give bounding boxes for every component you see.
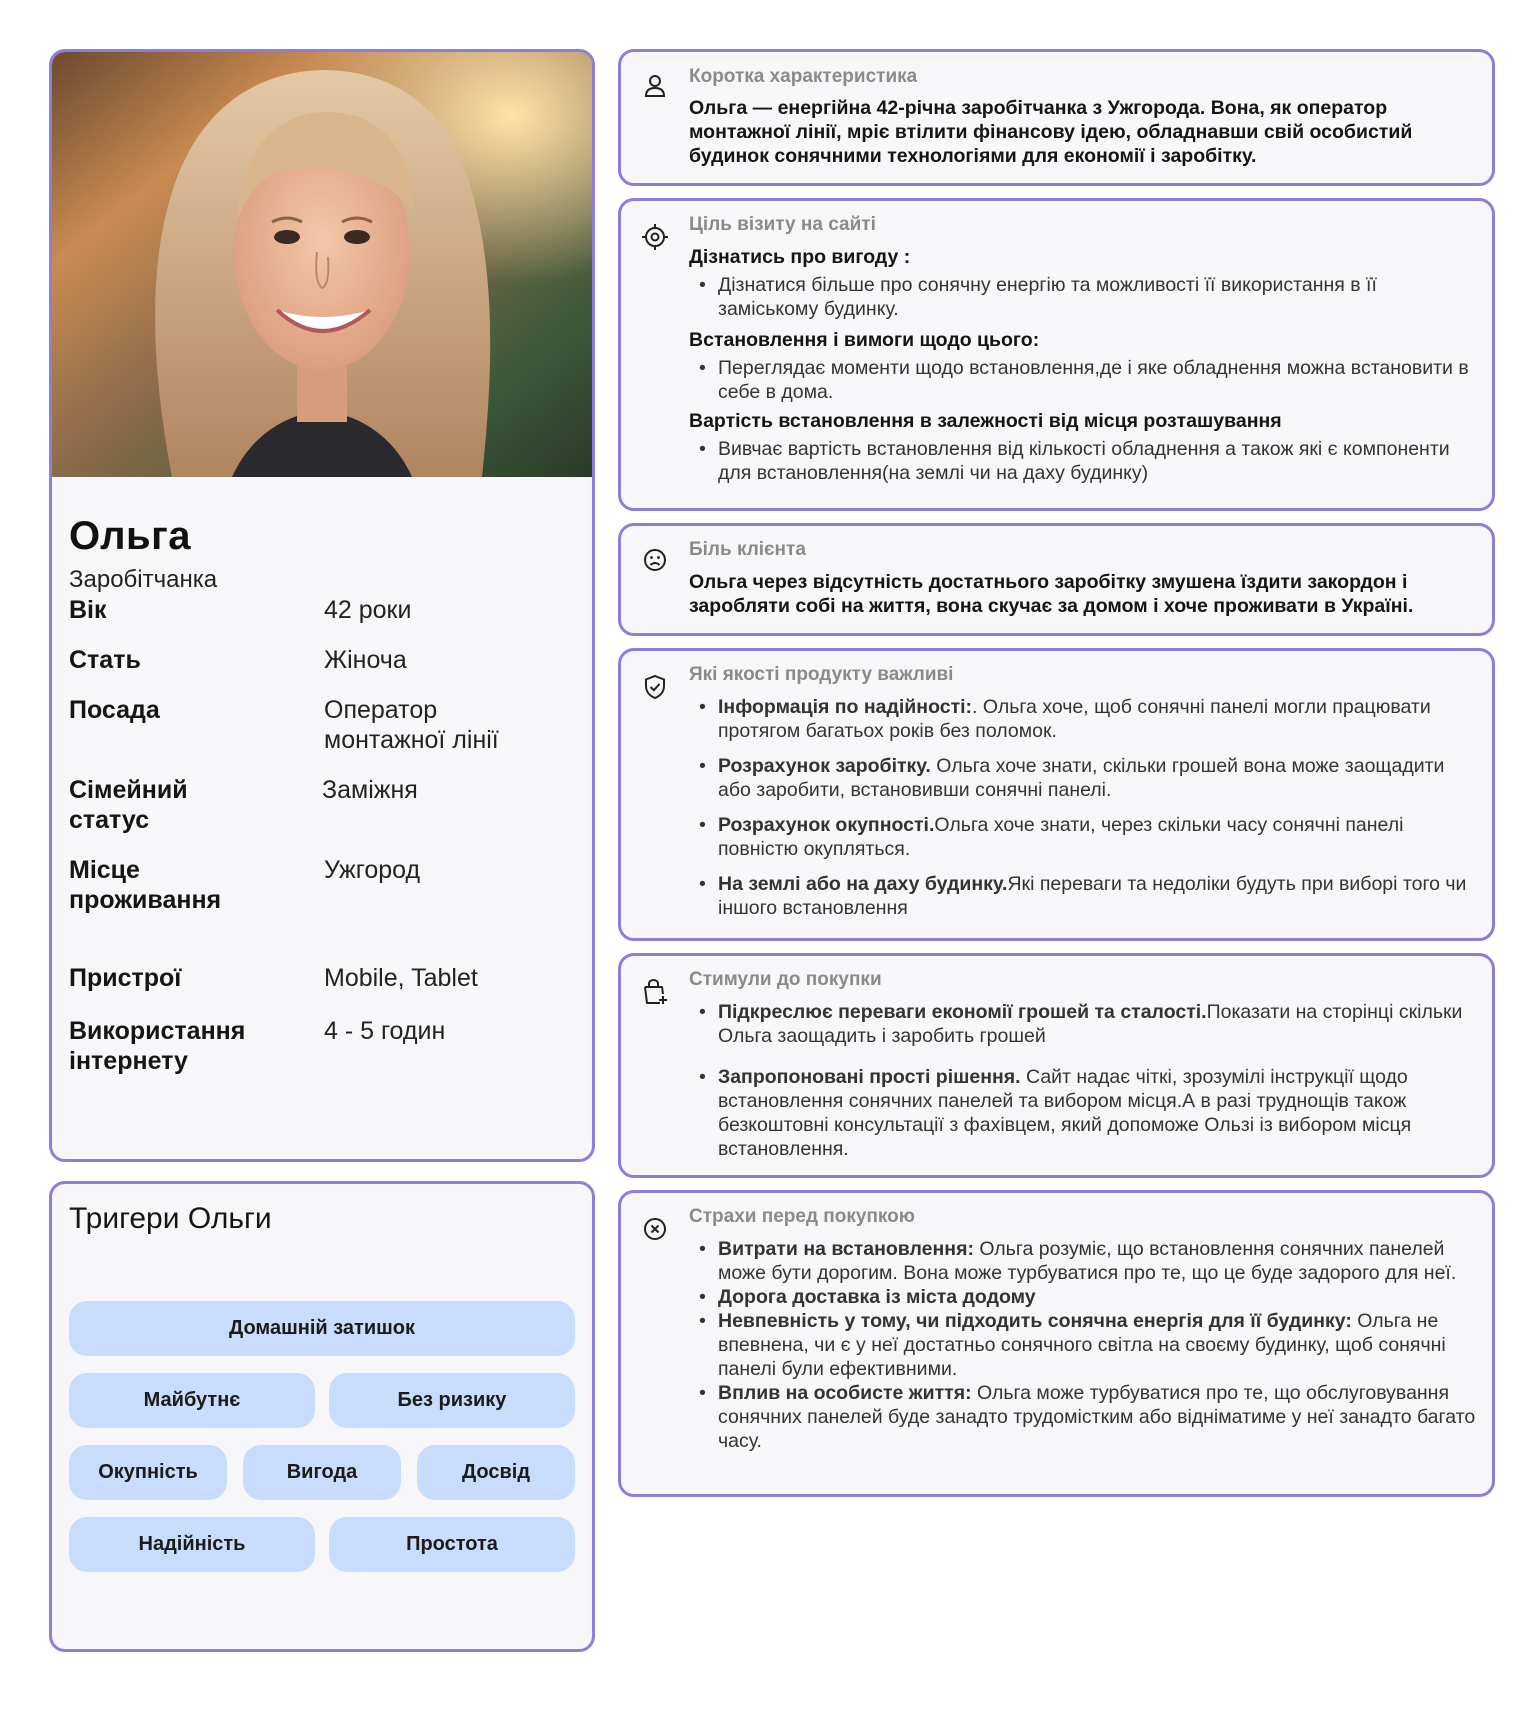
attr-gender-label: Стать — [69, 646, 141, 674]
target-icon — [641, 223, 669, 251]
fear-item-text: Ольга може турбуватися про те, що обслуговування сонячних панелей буде занадто трудомістким або відніматиме у неї занадто багато часу. — [718, 1382, 1476, 1452]
portrait-image — [52, 52, 592, 477]
persona-role: Заробітчанка — [69, 566, 218, 593]
fear-item-text: Ольга не впевнена, чи є у неї достатньо сонячного світла на своєму будинку, щоб сонячні панелі були ефективними. — [718, 1310, 1446, 1380]
fear-item-text: Ольга розуміє, що встановлення сонячних панелей може бути дорогим. Вона може турбуватися про те, що це буде задорого для неї. — [718, 1238, 1457, 1284]
trigger-chip[interactable]: Без ризику — [329, 1373, 575, 1428]
triggers-title: Тригери Ольги — [69, 1202, 272, 1235]
stimulus-item-label: Запропоновані прості рішення. — [718, 1066, 1021, 1088]
goal-list — [689, 437, 1476, 485]
quality-item — [689, 754, 1476, 802]
attr-internet-label: Використання інтернету — [69, 1017, 246, 1075]
quality-item — [689, 695, 1476, 743]
summary-title: Коротка характеристика — [689, 66, 918, 87]
fear-item-label: Дорога доставка із міста додому — [718, 1286, 1036, 1308]
quality-item — [689, 813, 1476, 861]
stimulus-item — [689, 1000, 1476, 1048]
trigger-chip[interactable]: Вигода — [243, 1445, 401, 1500]
stimulus-item-label: Підкреслює переваги економії грошей та сталості. — [718, 1001, 1207, 1023]
fears-card — [618, 1190, 1495, 1497]
shopping-bag-icon — [641, 978, 669, 1006]
attr-internet-value: 4 - 5 годин — [324, 1017, 446, 1045]
x-circle-icon — [641, 1215, 669, 1243]
goal-title: Ціль візиту на сайті — [689, 214, 876, 235]
triggers-card — [49, 1181, 595, 1652]
attr-devices-value: Mobile, Tablet — [324, 964, 478, 992]
sad-face-icon — [641, 546, 669, 574]
quality-item-label: Інформація по надійності: — [718, 696, 973, 718]
stimuli-title: Стимули до покупки — [689, 969, 882, 990]
quality-item-text: Ольга хоче знати, через скільки часу сонячні панелі повністю окупляться. — [718, 814, 1404, 860]
quality-item-label: Розрахунок заробітку. — [718, 755, 931, 777]
goal-item: • Дізнатися більше про сонячну енергію та можливості її використання в її заміському будинку. — [689, 273, 1476, 321]
goal-heading: Вартість встановлення в залежності від місця розташування — [689, 410, 1282, 432]
fear-item-label: Витрати на встановлення: — [718, 1238, 974, 1260]
goal-card — [618, 198, 1495, 511]
trigger-chip[interactable]: Простота — [329, 1517, 575, 1572]
goal-heading: Дізнатись про вигоду : — [689, 246, 911, 268]
fear-item-label: Невпевність у тому, чи підходить сонячна енергія для її будинку: — [718, 1310, 1352, 1332]
pain-title: Біль клієнта — [689, 539, 806, 560]
goal-item: • Переглядає моменти щодо встановлення,де і яке обладнення можна встановити в себе в дома. — [689, 356, 1476, 404]
quality-item-text: Які переваги та недоліки будуть при виборі того чи іншого встановлення — [718, 873, 1467, 919]
pain-text: Ольга через відсутність достатнього заробітку змушена їздити закордон і заробляти собі на життя, вона скучає за домом і хоче проживати в Україні. — [689, 571, 1414, 617]
fears-list — [689, 1237, 1476, 1453]
fear-item — [689, 1285, 1476, 1309]
quality-item — [689, 872, 1476, 920]
fear-item — [689, 1381, 1476, 1453]
persona-photo — [52, 52, 592, 477]
fears-title: Страхи перед покупкою — [689, 1206, 916, 1227]
attr-age-value: 42 роки — [324, 596, 412, 624]
attr-residence-value: Ужгород — [324, 856, 421, 884]
shield-check-icon — [641, 673, 669, 701]
attr-position-value: Оператор монтажної лінії — [324, 696, 499, 754]
qualities-title: Які якості продукту важливі — [689, 664, 954, 685]
stimuli-card — [618, 953, 1495, 1178]
attr-position-label: Посада — [69, 696, 160, 724]
attr-gender-value: Жіноча — [324, 646, 407, 674]
trigger-chip[interactable]: Надійність — [69, 1517, 315, 1572]
persona-name: Ольга — [69, 514, 191, 558]
goal-list — [689, 273, 1476, 321]
persona-profile-card — [49, 49, 595, 1162]
goal-list — [689, 356, 1476, 404]
trigger-chip[interactable]: Окупність — [69, 1445, 227, 1500]
user-icon — [641, 72, 669, 100]
stimulus-item — [689, 1065, 1476, 1161]
trigger-chip[interactable]: Домашній затишок — [69, 1301, 575, 1356]
quality-item-label: На землі або на даху будинку. — [718, 873, 1008, 895]
summary-text: Ольга — енергійна 42-річна заробітчанка з Ужгорода. Вона, як оператор монтажної лінії, мріє втілити фінансову ідею, обладнавши свій особистий будинок сонячними технологіями для економії і заробітку. — [689, 97, 1413, 167]
fear-item-label: Вплив на особисте життя: — [718, 1382, 972, 1404]
quality-item-label: Розрахунок окупності. — [718, 814, 935, 836]
trigger-chip[interactable]: Майбутнє — [69, 1373, 315, 1428]
summary-card — [618, 49, 1495, 186]
qualities-list — [689, 695, 1476, 920]
attr-residence-label: Місце проживання — [69, 856, 222, 914]
pain-card — [618, 523, 1495, 636]
goal-item: • Вивчає вартість встановлення від кількості обладнення а також які є компоненти для встановлення(на землі чи на даху будинку) — [689, 437, 1476, 485]
goal-content — [689, 245, 1476, 485]
stimulus-item-text: Показати на сторінці скільки Ольга заощадить і заробить грошей — [718, 1001, 1463, 1047]
attr-family-label: Сімейний статус — [69, 776, 188, 834]
quality-item-text: Ольга хоче знати, скільки грошей вона може заощадити або заробити, встановивши сонячні панелі. — [718, 755, 1445, 801]
goal-heading: Встановлення і вимоги щодо цього: — [689, 329, 1040, 351]
trigger-chip[interactable]: Досвід — [417, 1445, 575, 1500]
attr-family-value: Заміжня — [322, 776, 418, 804]
stimuli-list — [689, 1000, 1476, 1161]
attr-age-label: Вік — [69, 596, 107, 624]
qualities-card — [618, 648, 1495, 941]
attr-devices-label: Пристрої — [69, 964, 182, 992]
stimulus-item-text: Сайт надає чіткі, зрозумілі інструкції щодо встановлення сонячних панелей та вибором місця.А в разі труднощів також безкоштовні консультації з фахівцем, який допоможе Ользі із вибором місця встановлення. — [718, 1066, 1412, 1160]
fear-item — [689, 1309, 1476, 1381]
fear-item — [689, 1237, 1476, 1285]
quality-item-text: . Ольга хоче, щоб сонячні панелі могли працювати протягом багатьох років без поломок. — [718, 696, 1431, 742]
